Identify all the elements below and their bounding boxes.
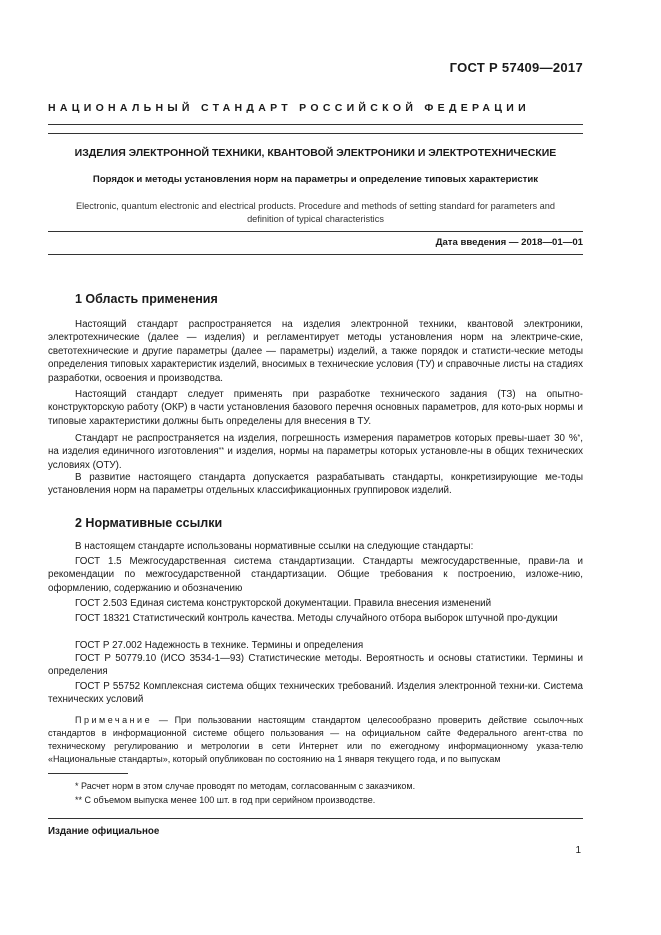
section-2-intro: В настоящем стандарте использованы нормативные ссылки на следующие стандарты: [75, 541, 474, 552]
english-title: Electronic, quantum electronic and electrical products. Procedure and methods of setting standard for parameters and definition of typical characteristics [75, 201, 556, 224]
footer-rule [48, 818, 583, 819]
section-1-paragraph-4: В развитие настоящего стандарта допускается разрабатывать стандарты, конкретизирующие ме-тоды установления норм на параметры отдельных классификационных группировок изделий. [48, 472, 583, 497]
reference-item: ГОСТ 18321 Статистический контроль качества. Методы случайного отбора выборок штучной про-дукции [75, 613, 558, 624]
note-paragraph [48, 714, 583, 766]
national-standard-title: НАЦИОНАЛЬНЫЙ СТАНДАРТ РОССИЙСКОЙ ФЕДЕРАЦИИ [48, 102, 530, 114]
reference-item: ГОСТ Р 55752 Комплексная система общих технических требований. Изделия электронной техни-ки. Система технических условий [48, 681, 583, 706]
introduction-date: Дата введения — 2018—01—01 [435, 237, 583, 248]
standard-code: ГОСТ Р 57409—2017 [449, 60, 583, 75]
header-rule-bottom [48, 133, 583, 134]
title-rule [48, 231, 583, 232]
paragraph-3-part-c: и изделия, нормы на параметры которых установле-ны в общих технических условиях (ОТУ). [48, 446, 583, 471]
page-number: 1 [575, 845, 581, 856]
reference-item: ГОСТ Р 27.002 Надежность в технике. Термины и определения [75, 640, 364, 651]
section-1-heading: 1 Область применения [75, 292, 218, 306]
section-1-paragraph-1: Настоящий стандарт распространяется на изделия электронной техники, квантовой электроники, электротехнические (далее — изделия) и регламентирует методы установления норм на электриче-ские, светотехнические и другие параметры (далее — параметры) изделий, а также порядок и статисти-ческие методы определения типовых характеристик изделий, вносимых в технические условия (ТУ) и справочные листы на стадиях разработки, освоения и производства. [48, 319, 583, 384]
footnote-separator [48, 773, 128, 774]
section-1-paragraph-3 [48, 432, 583, 472]
note-label: Примечание [75, 715, 153, 725]
header-rule-top [48, 124, 583, 125]
official-edition-label: Издание официальное [48, 826, 160, 837]
document-subtitle: Порядок и методы установления норм на параметры и определение типовых характеристик [92, 174, 539, 185]
date-rule [48, 254, 583, 255]
section-1-paragraph-2: Настоящий стандарт следует применять при разработке технического задания (ТЗ) на опытно-конструкторскую работу (ОКР) в части установления базового перечня основных параметров, для кото-рых нормы и типовые характеристики должны быть определены для внесения в ТУ. [48, 389, 583, 427]
section-2-heading: 2 Нормативные ссылки [75, 516, 223, 530]
footnote-ref-1: * [577, 434, 581, 441]
reference-item: ГОСТ Р 50779.10 (ИСО 3534-1—93) Статистические методы. Вероятность и основы статистики. Термины и определения [48, 653, 583, 678]
footnote-2: ** С объемом выпуска менее 100 шт. в год при серийном производстве. [75, 795, 376, 805]
footnote-ref-2: ** [218, 447, 225, 455]
document-title: ИЗДЕЛИЯ ЭЛЕКТРОННОЙ ТЕХНИКИ, КВАНТОВОЙ ЭЛЕКТРОНИКИ И ЭЛЕКТРОТЕХНИЧЕСКИЕ [74, 147, 557, 159]
reference-item: ГОСТ 2.503 Единая система конструкторской документации. Правила внесения изменений [75, 598, 492, 609]
note-text: — При пользовании настоящим стандартом целесообразно проверить действие ссылоч-ных стандартов в информационной системе общего пользования — на официальном сайте Федерального агент-ства по техническому регулированию и метрологии в сети Интернет или по ежегодному информационному указа-телю «Национальные стандарты», который опубликован по состоянию на 1 января текущего года, и по выпускам [48, 715, 583, 764]
paragraph-3-part-a: Стандарт не распространяется на изделия, погрешность измерения параметров которых превы-шает 30 % [75, 433, 578, 444]
reference-item: ГОСТ 1.5 Межгосударственная система стандартизации. Стандарты межгосударственные, прави-ла и рекомендации по межгосударственной стандартизации. Общие требования к построению, изложе-нию, оформлению, содержанию и обозначению [48, 556, 583, 594]
footnote-1: * Расчет норм в этом случае проводят по методам, согласованным с заказчиком. [75, 781, 416, 791]
paragraph-3-part-b: , на изделия единичного изготовления [48, 433, 583, 458]
